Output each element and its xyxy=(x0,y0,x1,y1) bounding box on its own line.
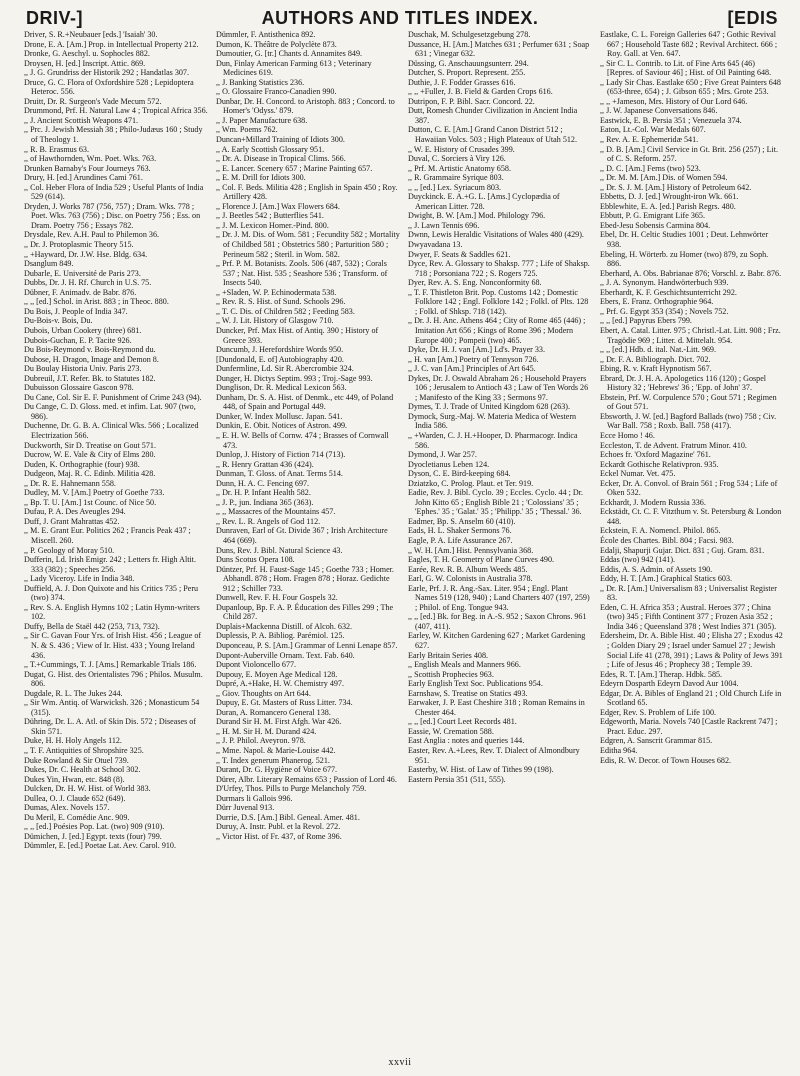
index-entry: Ebel, Dr. H. Celtic Studies 1001 ; Deut. Lehnwörter 938. xyxy=(600,230,769,250)
index-entry: Dupont-Auberville Ornam. Text. Fab. 640. xyxy=(216,650,355,660)
index-entry: ,, ,, [ed.] Schol. in Arist. 883 ; in Theoc. 880. xyxy=(24,297,169,307)
index-entry: Earée, Rev. R. B. Album Weeds 485. xyxy=(408,564,528,574)
index-column-1 xyxy=(24,30,208,1058)
index-entry: Eagle, P. A. Life Assurance 267. xyxy=(408,535,513,545)
index-entry: ,, J. Banking Statistics 236. xyxy=(216,77,305,87)
index-entry: Eads, H. L. Shaker Sermons 76. xyxy=(408,526,512,536)
index-entry: Ebrard, Dr. J. H. A. Apologetics 116 (120) ; Gospel History 32 ; 'Hebrews' 36 ; 'Epp. of John' 37. xyxy=(600,373,767,393)
index-entry: Dufferin, Ld. Irish Emigr. 242 ; Letters fr. High Altit. 333 (382) ; Speeches 256. xyxy=(24,555,197,574)
index-entry: ,, J. P. Philol. Aveyron. 978. xyxy=(216,736,306,746)
index-entry: Eastern Persia 351 (511, 555). xyxy=(408,774,506,784)
index-column-4 xyxy=(600,30,784,1058)
index-entry: Dunker, W. Index Mollusc. Japan. 541. xyxy=(216,411,343,421)
index-entry: Dun, Finlay American Farming 613 ; Veterinary Medicines 619. xyxy=(216,58,372,78)
index-entry: Eastlake, C. L. Foreign Galleries 647 ; Gothic Revival 667 ; Household Taste 682 ; Revival Architect. 666 ; Roy. Gall. at Ven. 647. xyxy=(600,30,778,59)
index-entry: Earle, Prf. J. R. Ang.-Sax. Liter. 954 ; Engl. Plant Names 519 (128, 940) ; Land Charters 407 (197, 259) ; Philol. of Eng. Tongue 943. xyxy=(408,583,590,612)
index-entry: Dürr Juvenal 913. xyxy=(216,803,275,813)
index-entry: ,, Dr. F. A. Bibliograph. Dict. 702. xyxy=(600,354,711,364)
index-entry: ,, Col. Heber Flora of India 529 ; Useful Plants of India 529 (614). xyxy=(24,182,204,202)
index-entry: Eddas (two) 942 (141). xyxy=(600,555,676,565)
index-entry: ,, M. E. Grant Eur. Politics 262 ; Francis Peak 437 ; Miscell. 260. xyxy=(24,526,191,545)
index-entry: Early English Text Soc. Publications 954. xyxy=(408,679,543,689)
index-entry: Ebed-Jesu Sobensis Carmina 804. xyxy=(600,220,711,230)
index-entry: Ebeling, H. Wörterb. zu Homer (two) 879, zu Soph. 886. xyxy=(600,249,769,269)
index-entry: Dunraven, Earl of Gt. Divide 367 ; Irish Architecture 464 (669). xyxy=(216,526,388,545)
index-entry: ,, Dr. J. Protoplasmic Theory 515. xyxy=(24,240,134,250)
index-entry: ,, Rev. R. S. Hist. of Sund. Schools 296. xyxy=(216,297,346,307)
index-entry: Dugdale, R. L. The Jukes 244. xyxy=(24,688,123,698)
index-entry: ,, D. C. [Am.] Ferns (two) 523. xyxy=(600,163,701,173)
index-entry: ,, E. Lancer. Scenery 657 ; Marine Painting 657. xyxy=(216,163,373,173)
index-entry: ,, Dr. J. H. Anc. Athens 464 ; City of Rome 465 (446) ; Imitation Art 656 ; Kings of Rome 396 ; Modern Europe 400 ; Pompeii (two) 465. xyxy=(408,316,586,345)
index-entry: Durand Sir H. M. First Afgh. War 426. xyxy=(216,717,342,727)
index-entry: Dümmler, F. Antisthenica 892. xyxy=(216,30,316,39)
index-entry: Durrie, D.S. [Am.] Bibl. Geneal. Amer. 481. xyxy=(216,812,360,822)
index-entry: ,, ,, +Fuller, J. B. Field & Garden Crops 616. xyxy=(408,87,553,97)
index-entry: Edalji, Shapurji Gujar. Dict. 831 ; Guj. Gram. 831. xyxy=(600,545,765,555)
index-entry: Dubois, Urban Cookery (three) 681. xyxy=(24,325,142,335)
index-entry: ,, W. H. [Am.] Hist. Pennsylvania 368. xyxy=(408,545,534,555)
index-entry: Dymond, J. War 257. xyxy=(408,450,477,460)
index-entry: [Dundonald, E. of] Autobiography 420. xyxy=(216,354,344,364)
index-entry: ,, P. Geology of Moray 510. xyxy=(24,545,115,555)
index-entry: Ebing, R. v. Kraft Hypnotism 567. xyxy=(600,364,712,374)
index-entry: Duran, A. Romancero General 138. xyxy=(216,707,331,717)
index-entry: Eckstädt, Ct. C. F. Vitzthum v. St. Petersburg & London 448. xyxy=(600,507,782,526)
index-entry: Duns Scotus Opera 108. xyxy=(216,555,295,565)
index-entry: ,, +Sladen, W. P. Echinodermata 538. xyxy=(216,287,337,297)
index-entry: Dupanloup, Bp. F. A. P. Éducation des Filles 299 ; The Child 287. xyxy=(216,602,394,622)
index-entry: Duncan+Millard Training of Idiots 300. xyxy=(216,135,345,145)
index-entry: Dutton, C. E. [Am.] Grand Canon District 512 ; Hawaiian Volcs. 503 ; High Plateaux of Utah 512. xyxy=(408,125,578,145)
index-entry: ,, J. P., jun. Indiana 365 (363). xyxy=(216,497,314,507)
index-entry: Dümmler, E. [ed.] Poetae Lat. Aev. Carol. 910. xyxy=(24,841,176,851)
index-entry: Dunglison, Dr. R. Medical Lexicon 563. xyxy=(216,383,347,393)
index-entry: ,, of Hawthornden, Wm. Poet. Wks. 763. xyxy=(24,154,157,164)
index-entry: Edis, R. W. Decor. of Town Houses 682. xyxy=(600,755,732,765)
index-entry: Ducrow, W. E. Vale & City of Elms 280. xyxy=(24,450,156,460)
index-entry: Duncumb, J. Herefordshire Words 950. xyxy=(216,345,344,355)
index-entry: Edgar, Dr. A. Bibles of England 21 ; Old Church Life in Scotland 65. xyxy=(600,688,782,708)
index-entry: ,, Prf. M. Artistic Anatomy 658. xyxy=(408,163,511,173)
index-entry: Eckardt Gothische Relativpron. 935. xyxy=(600,459,719,469)
index-entry: Dumon, K. Théâtre de Polyclète 873. xyxy=(216,39,337,49)
index-entry: Duyckinck. E. A.+G. L. [Ams.] Cyclopædia of American Litter. 728. xyxy=(408,192,560,211)
index-entry: Drone, E. A. [Am.] Prop. in Intellectual Property 212. xyxy=(24,39,199,49)
index-entry: Du-Bois-v. Bois, Du. xyxy=(24,316,93,326)
index-entry: Ebblewhite, E. A. [ed.] Parish Regrs. 480. xyxy=(600,201,736,211)
index-entry: Dwnn, Lewis Heraldic Visitations of Wales 480 (429). xyxy=(408,230,584,240)
index-entry: Du Cane, Col. Sir E. F. Punishment of Crime 243 (94). xyxy=(24,392,202,402)
index-entry: ,, Rev. S. A. English Hymns 102 ; Latin Hymn-writers 102. xyxy=(24,602,200,622)
index-entry: Dutripon, F. P. Bibl. Sacr. Concord. 22. xyxy=(408,96,535,106)
index-entry: ,, D. B. [Am.] Civil Service in Gt. Brit. 256 (257) ; Lit. of C. S. Reform. 257. xyxy=(600,144,779,164)
index-entry: Earley, W. Kitchen Gardening 627 ; Market Gardening 627. xyxy=(408,631,586,650)
index-entry: Dümichen, J. [ed.] Egypt. texts (four) 799. xyxy=(24,831,162,841)
index-entry: Dupouy, E. Moyen Age Medical 128. xyxy=(216,669,338,679)
index-entry: Eccleston, T. de Advent. Fratrum Minor. 410. xyxy=(600,440,747,450)
index-entry: Dunlop, J. History of Fiction 714 (713). xyxy=(216,450,346,460)
index-entry: ,, Sir C. L. Contrib. to Lit. of Fine Arts 645 (46) [Repres. of Saviour 46] ; Hist. of Oil Painting 648. xyxy=(600,58,772,78)
index-entry: Düntzer, Prf. H. Faust-Sage 145 ; Goethe 733 ; Homer. Abhandl. 878 ; Hom. Fragen 878 ; Horaz. Gedichte 912 ; Schiller 733. xyxy=(216,564,394,593)
index-entry: Dumoutier, G. [tr.] Chants d. Annamites 849. xyxy=(216,49,363,59)
index-entry: Ecker, Dr. A. Convol. of Brain 561 ; Frog 534 ; Life of Oken 532. xyxy=(600,478,778,498)
index-entry: Ebert, A. Catal. Litter. 975 ; Christl.-Lat. Litt. 908 ; Frz. Tragödie 969 ; Litter. d. Mittelalt. 954. xyxy=(600,325,781,345)
index-entry: Dymock, Surg.-Maj. W. Materia Medica of Western India 586. xyxy=(408,411,577,431)
index-entry: ,, H. M. Sir H. M. Durand 424. xyxy=(216,726,317,736)
index-entry: Eddy, H. T. [Am.] Graphical Statics 603. xyxy=(600,574,733,584)
index-entry: Dyson, C. E. Bird-keeping 684. xyxy=(408,469,511,479)
index-entry: ,, Dr. J. M. Dis. of Wom. 581 ; Fecundity 582 ; Mortality of Childbed 581 ; Obstetrics 580 ; Parturition 580 ; Perineum 582 ; Steril. in Wom. 582. xyxy=(216,230,400,259)
index-entry: Dunger, H. Dictys Septim. 993 ; Troj.-Sage 993. xyxy=(216,373,373,383)
index-entry: Dubreuil, J.T. Refer. Bk. to Statutes 182. xyxy=(24,373,156,383)
index-entry: Dyer, Rev. A. S. Eng. Nonconformity 68. xyxy=(408,278,542,288)
index-entry: ,, E. H. W. Bells of Cornw. 474 ; Brasses of Cornwall 473. xyxy=(216,430,389,450)
index-entry: ,, ,, [ed.] Court Leet Records 481. xyxy=(408,717,517,727)
index-entry: ,, Wm. Poems 762. xyxy=(216,125,278,135)
index-entry: Eden, C. H. Africa 353 ; Austral. Heroes 377 ; China (two) 345 ; Fifth Continent 377 ; Frozen Asia 352 ; India 346 ; Queensland 378 ; West Indies 371 (305). xyxy=(600,602,777,631)
index-entry: ,, W. J. Lit. History of Glasgow 710. xyxy=(216,316,334,326)
index-entry: Dyocletianus Leben 124. xyxy=(408,459,490,469)
index-entry: Drysdale, Rev. A.H. Paul to Philemon 36. xyxy=(24,230,160,240)
index-entry: Du Bois, J. People of India 347. xyxy=(24,306,128,316)
index-entry: ,, ,, [ed.] Bk. for Beg. in A.-S. 952 ; Saxon Chrons. 961 (407, 411). xyxy=(408,612,587,631)
page-number: xxvii xyxy=(388,1057,412,1068)
index-entry: ,, ,, [ed.] Poésies Pop. Lat. (two) 909 (910). xyxy=(24,822,165,832)
index-entry: Eastwick, E. B. Persia 351 ; Venezuela 374. xyxy=(600,115,742,125)
index-entry: ,, J. Ancient Scottish Weapons 471. xyxy=(24,115,139,125)
index-entry: Eckel Numar. Vet. 475. xyxy=(600,469,676,479)
index-entry: Dudgeon, Maj. R. C. Edinb. Militia 428. xyxy=(24,469,156,479)
index-columns xyxy=(24,30,784,1058)
index-entry: Ebbetts, D. J. [ed.] Wrought-iron Wk. 661. xyxy=(600,192,739,202)
index-entry: ,, W. E. History of Crusades 399. xyxy=(408,144,515,154)
index-entry: Duchenne, Dr. G. B. A. Clinical Wks. 566 ; Localized Electrization 566. xyxy=(24,421,199,440)
index-entry: Dutt, Romesh Chunder Civilization in Ancient India 387. xyxy=(408,106,578,125)
index-entry: Ebers, E. Franz. Orthographie 964. xyxy=(600,297,714,307)
index-entry: ,, Giov. Thoughts on Art 644. xyxy=(216,688,311,698)
index-entry: ,, R. Henry Grattan 436 (424). xyxy=(216,459,314,469)
index-entry: ,, English Meals and Manners 966. xyxy=(408,660,521,670)
index-entry: Drunken Barnaby's Four Journeys 763. xyxy=(24,163,151,173)
index-entry: ,, ,, [ed.] Hdb. d. ital. Nat.-Litt. 969. xyxy=(600,345,716,355)
index-entry: ,, Bp. T. U. [Am.] 1st Counc. of Nice 50. xyxy=(24,497,157,507)
index-entry: Dubarle, E. Université de Paris 273. xyxy=(24,268,141,278)
index-entry: Duponceau, P. S. [Am.] Grammar of Lenni Lenape 857. xyxy=(216,641,398,650)
index-entry: Duffy, Bella de Staël 442 (253, 713, 732). xyxy=(24,621,160,631)
index-entry: Dukes, Dr. C. Health at School 302. xyxy=(24,765,141,775)
index-entry: Edersheim, Dr. A. Bible Hist. 40 ; Elisha 27 ; Exodus 42 ; Golden Diary 29 ; Israel under Samuel 27 ; Jewish Social Life 41 (278, 391) ; Laws & Polity of Jews 391 ; Life of Jesus 46 ; Prophecy 38 ; Temple 39. xyxy=(600,631,783,670)
index-entry: Dulcken, Dr. H. W. Hist. of World 383. xyxy=(24,784,151,794)
index-entry: Düssing, G. Anschauungsunterr. 294. xyxy=(408,58,529,68)
index-entry: Eckstein, F. A. Nomencl. Philol. 865. xyxy=(600,526,721,536)
index-entry: ,, Sir C. Gavan Four Yrs. of Irish Hist. 456 ; League of N. & S. 436 ; View of Ir. Hist. 433 ; Young Ireland 436. xyxy=(24,631,202,660)
index-entry: Dunn, H. A. C. Fencing 697. xyxy=(216,478,310,488)
index-entry: ,, J. Beetles 542 ; Butterflies 541. xyxy=(216,211,324,221)
index-entry: Dutcher, S. Proport. Represent. 255. xyxy=(408,68,526,78)
index-entry: Duschak, M. Schulgesetzgebung 278. xyxy=(408,30,531,39)
index-entry: ,, Prf. G. Egypt 353 (354) ; Novels 752. xyxy=(600,306,729,316)
index-entry: ,, Lady Sir Chas. Eastlake 650 ; Five Great Painters 648 (653-three, 654) ; J. Gibson 655 ; Mrs. Grote 253. xyxy=(600,77,781,97)
index-entry: Eberhard, A. Obs. Babrianae 876; Vorschl. z. Babr. 876. xyxy=(600,268,782,278)
index-entry: ,, H. van [Am.] Poetry of Tennyson 726. xyxy=(408,354,539,364)
index-entry: Dronke, G. Aeschyl. u. Sophocles 882. xyxy=(24,49,150,59)
index-entry: Dubose, H. Dragon, Image and Demon 8. xyxy=(24,354,159,364)
index-entry: ,, T. C. Dis. of Children 582 ; Feeding 583. xyxy=(216,306,355,316)
index-entry: D'Urfey, Thos. Pills to Purge Melancholy 759. xyxy=(216,784,367,794)
index-entry: Dullea, O. J. Claude 652 (649). xyxy=(24,793,126,803)
header-range-end: [EDIS xyxy=(727,8,778,28)
index-entry: Duns, Rev. J. Bibl. Natural Science 43. xyxy=(216,545,343,555)
index-entry: Dymes, T. J. Trade of United Kingdom 628 (263). xyxy=(408,402,571,412)
index-entry: Dubuisson Glossaire Gascon 978. xyxy=(24,383,134,393)
index-entry: École des Chartes. Bibl. 804 ; Facsi. 983. xyxy=(600,535,734,545)
index-entry: Eckhardt, J. Modern Russia 336. xyxy=(600,497,706,507)
index-entry: Dsanglum 849. xyxy=(24,259,74,269)
index-entry: ,, +Warden, C. J. H.+Hooper, D. Pharmacogr. Indica 586. xyxy=(408,430,578,450)
index-entry: Drury, H. [ed.] Arundines Cami 761. xyxy=(24,173,143,183)
index-entry: Easterby, W. Hist. of Law of Tithes 99 (198). xyxy=(408,765,554,775)
index-entry: Dryden, J. Works 787 (756, 757) ; Dram. Wks. 778 ; Poet. Wks. 763 (756) ; Disc. on Poetry 756 ; Ess. on Dram. Poetry 756 ; Essays 782. xyxy=(24,201,201,230)
index-entry: ,, A. Early Scottish Glossary 951. xyxy=(216,144,325,154)
index-entry: Dübner, F. Animadv. de Babr. 876. xyxy=(24,287,137,297)
index-entry: ,, ,, [ed.] Papyrus Ebers 799. xyxy=(600,316,692,326)
index-entry: Dussance, H. [Am.] Matches 631 ; Perfumer 631 ; Soap 631 ; Vinegar 632. xyxy=(408,39,590,59)
index-entry: ,, J. W. Japanese Conversations 846. xyxy=(600,106,718,116)
index-entry: ,, Dr. S. J. M. [Am.] History of Petroleum 642. xyxy=(600,182,752,192)
index-entry: Easter, Rev. A.+Lees, Rev. T. Dialect of Almondbury 951. xyxy=(408,746,580,765)
header-title: AUTHORS AND TITLES INDEX. xyxy=(261,8,539,28)
index-entry: ,, Dr. H. P. Infant Health 582. xyxy=(216,488,311,498)
header-range-start: DRIV-] xyxy=(26,8,83,28)
index-entry: Dufau, P. A. Des Aveugles 294. xyxy=(24,507,126,517)
index-entry: Dupuy, E. Gt. Masters of Russ Litter. 734. xyxy=(216,698,353,708)
index-entry: Du Boulay Historia Univ. Paris 273. xyxy=(24,364,142,374)
index-entry: Eddis, A. S. Admin. of Assets 190. xyxy=(600,564,713,574)
index-entry: Duthie, J. F. Fodder Grasses 616. xyxy=(408,77,516,87)
index-entry: ,, Prf. P. M. Botanists. Zools. 506 (487, 532) ; Corals 537 ; Nat. Hist. 535 ; Seashore 536 ; Transform. of Insects 540. xyxy=(216,259,388,288)
index-entry: ,, Prc. J. Jewish Messiah 38 ; Philo-Judæus 160 ; Study of Theology 1. xyxy=(24,125,203,145)
index-entry: ,, ,, +Jameson, Mrs. History of Our Lord 646. xyxy=(600,96,748,106)
index-entry: Dunfermline, Ld. Sir R. Abercrombie 324. xyxy=(216,364,354,374)
index-entry: Duncker, Prf. Max Hist. of Antiq. 390 ; History of Greece 393. xyxy=(216,325,379,345)
index-entry: ,, J. G. Grundriss der Historik 292 ; Handatlas 307. xyxy=(24,68,190,78)
index-entry: Eassie, W. Cremation 588. xyxy=(408,726,494,736)
index-entry: Edgren, A. Sanscrit Grammar 815. xyxy=(600,736,713,746)
index-entry: Dziatzko, C. Prolog. Plaut. et Ter. 919. xyxy=(408,478,534,488)
index-entry: ,, Victor Hist. of Fr. 437, of Rome 396. xyxy=(216,831,342,841)
index-entry: ,, +Hayward, Dr. J.W. Hse. Bldg. 634. xyxy=(24,249,148,259)
index-entry: Dukes Yin, Hwan, etc. 848 (8). xyxy=(24,774,125,784)
index-entry: Dudley, M. V. [Am.] Poetry of Goethe 733. xyxy=(24,488,165,498)
index-entry: Dunman, T. Gloss. of Anat. Terms 514. xyxy=(216,469,343,479)
index-entry: Drummond, Prf. H. Natural Law 4 ; Tropical Africa 356. xyxy=(24,106,208,116)
index-entry: Edger, Rev. S. Problem of Life 100. xyxy=(600,707,717,717)
index-entry: ,, Dr. A. Disease in Tropical Clims. 566. xyxy=(216,154,346,164)
index-entry: Ecce Homo ! 46. xyxy=(600,430,655,440)
index-entry: ,, Sir Wm. Antiq. of Warwicksh. 326 ; Monasticum 54 (315). xyxy=(24,698,200,717)
index-entry: Durmars li Gallois 996. xyxy=(216,793,293,803)
index-entry: Eadmer, Bp. S. Anselm 60 (410). xyxy=(408,516,516,526)
index-entry: Ebbutt, P. G. Emigrant Life 365. xyxy=(600,211,705,221)
index-entry: Early Britain Series 408. xyxy=(408,650,489,660)
index-entry: ,, T. Index generum Phanerog. 521. xyxy=(216,755,330,765)
index-entry: ,, Dr. R. E. Hahnemann 558. xyxy=(24,478,116,488)
index-entry: Dwyer, F. Seats & Saddles 621. xyxy=(408,249,511,259)
index-entry: ,, J. M. Lexicon Homer.-Pind. 800. xyxy=(216,220,329,230)
index-entry: Edeyrn Dosparth Edeyrn Davod Aur 1004. xyxy=(600,679,739,689)
index-entry: Driver, S. R.+Neubauer [eds.] 'Isaiah' 30. xyxy=(24,30,158,39)
index-entry: Dumas, Alex. Novels 157. xyxy=(24,803,110,813)
index-entry: Edgeworth, Maria. Novels 740 [Castle Rackrent 747] ; Pract. Educ. 297. xyxy=(600,717,778,736)
index-entry: Ebsworth, J. W. [ed.] Bagford Ballads (two) 758 ; Civ. War Ball. 758 ; Roxb. Ball. 758 (417). xyxy=(600,411,777,431)
index-entry: ,, R. Grammaire Syrique 803. xyxy=(408,173,504,183)
index-entry: Dugat, G. Hist. des Orientalistes 796 ; Philos. Musulm. 806. xyxy=(24,669,203,689)
index-entry: ,, J. Paper Manufacture 638. xyxy=(216,115,308,125)
index-entry: ,, ,, Massacres of the Mountains 457. xyxy=(216,507,336,517)
index-entry: Duffield, A. J. Don Quixote and his Critics 735 ; Peru (two) 374. xyxy=(24,583,199,603)
index-entry: Edes, R. T. [Am.] Therap. Hdbk. 585. xyxy=(600,669,723,679)
index-entry: Du Meril, E. Comédie Anc. 909. xyxy=(24,812,130,822)
index-entry: ,, Mme. Napol. & Marie-Louise 442. xyxy=(216,746,336,756)
index-entry: ,, J. Lawn Tennis 696. xyxy=(408,220,480,230)
index-entry: Druce, G. C. Flora of Oxfordshire 528 ; Lepidoptera Heteroc. 556. xyxy=(24,77,194,97)
index-entry: Dwyavadana 13. xyxy=(408,240,463,250)
index-entry: ,, J. C. van [Am.] Principles of Art 645. xyxy=(408,364,536,374)
index-entry: ,, Florence J. [Am.] Wax Flowers 684. xyxy=(216,201,340,211)
index-entry: Earl, G. W. Colonists in Australia 378. xyxy=(408,574,533,584)
index-entry: Echoes fr. 'Oxford Magazine' 761. xyxy=(600,450,711,460)
index-entry: Duplessis, P. A. Bibliog. Parémiol. 125. xyxy=(216,631,345,641)
index-entry: ,, O. Glossaire Franco-Canadien 990. xyxy=(216,87,337,97)
index-entry: Dykes, Dr. J. Oswald Abraham 26 ; Household Prayers 106 ; Jerusalem to Antioch 43 ; Law of Ten Words 26 ; Manifesto of the King 33 ; Sermons 97. xyxy=(408,373,589,402)
index-entry: Du Cange, C. D. Gloss. med. et infim. Lat. 907 (two, 986). xyxy=(24,402,196,421)
index-entry: ,, ,, [ed.] Lex. Syriacum 803. xyxy=(408,182,502,192)
index-entry: Duke, H. H. Holy Angels 112. xyxy=(24,736,122,746)
index-entry: Druitt, Dr. R. Surgeon's Vade Mecum 572. xyxy=(24,96,162,106)
index-entry: ,, Rev. A. E. Ephemeridæ 541. xyxy=(600,135,699,145)
index-entry: Duruy, A. Instr. Publ. et la Revol. 272. xyxy=(216,822,341,832)
index-entry: Dunbar, Dr. H. Concord. to Aristoph. 883 ; Concord. to Homer's 'Odyss.' 879. xyxy=(216,96,395,116)
index-entry: ,, Col. F. Beds. Militia 428 ; English in Spain 450 ; Roy. Artillery 428. xyxy=(216,182,398,202)
index-entry: Dunkin, E. Obit. Notices of Astron. 499. xyxy=(216,421,348,431)
index-entry: East Anglia : notes and queries 144. xyxy=(408,736,525,746)
index-entry: Duff, J. Grant Mahrattas 452. xyxy=(24,516,120,526)
index-entry: Duden, K. Orthographie (four) 938. xyxy=(24,459,140,469)
index-entry: Dunwell, Rev. F. H. Four Gospels 32. xyxy=(216,593,338,603)
index-entry: Dühring, Dr. L. A. Atl. of Skin Dis. 572 ; Diseases of Skin 571. xyxy=(24,717,196,736)
index-entry: Dupont Violoncello 677. xyxy=(216,660,297,670)
index-entry: ,, T. F. Thistleton Brit. Pop. Customs 142 ; Domestic Folklore 142 ; Engl. Folklore 142 ; Folkl. of Plts. 128 ; Folkl. of Shksp. 718 (142). xyxy=(408,287,589,316)
index-entry: Eberhardt, K. F. Geschichtsunterricht 292. xyxy=(600,287,737,297)
index-entry: Dubois-Guchan, E. P. Tacite 926. xyxy=(24,335,132,345)
index-entry: Dürer, Albr. Literary Remains 653 ; Passion of Lord 46. xyxy=(216,774,397,784)
index-entry: Duval, C. Sorciers à Viry 126. xyxy=(408,154,506,164)
index-entry: Eadie, Rev. J. Bibl. Cyclo. 39 ; Eccles. Cyclo. 44 ; Dr. John Kitto 65 ; English Bible 21 ; 'Colossians' 35 ; 'Ephes.' 35 ; 'Galat.' 35 ; 'Philipp.' 35 ; 'Thessal.' 36. xyxy=(408,488,584,517)
index-entry: Durant, Dr. G. Hygiène of Voice 677. xyxy=(216,765,338,775)
index-entry: ,, T.+Cummings, T. J. [Ams.] Remarkable Trials 186. xyxy=(24,660,197,670)
index-entry: ,, Dr. M. M. [Am.] Dis. of Women 594. xyxy=(600,173,728,183)
index-entry: Duplais+Mackenna Distill. of Alcoh. 632. xyxy=(216,621,353,631)
index-entry: Dyke, Dr. H. J. van [Am.] Ld's. Prayer 33. xyxy=(408,345,546,355)
index-entry: Dwight, B. W. [Am.] Mod. Philology 796. xyxy=(408,211,546,221)
index-entry: ,, Scottish Prophecies 963. xyxy=(408,669,494,679)
index-entry: Dyce, Rev. A. Glossary to Shaksp. 777 ; Life of Shaksp. 718 ; Porsoniana 722 ; S. Rogers 725. xyxy=(408,259,590,278)
index-entry: Dunham, Dr. S. A. Hist. of Denmk., etc 449, of Poland 448, of Spain and Portugal 449. xyxy=(216,392,394,412)
index-entry: Eagles, T. H. Geometry of Plane Curves 490. xyxy=(408,555,555,565)
index-entry: Duckworth, Sir D. Treatise on Gout 571. xyxy=(24,440,156,450)
index-entry: Dubbs, Dr. J. H. Rf. Church in U.S. 75. xyxy=(24,278,152,288)
index-entry: ,, J. A. Synonym. Handwörterbuch 939. xyxy=(600,278,729,288)
index-entry: ,, Lady Viceroy. Life in India 348. xyxy=(24,574,135,584)
index-entry: Dupré, A.+Hake, H. W. Chemistry 497. xyxy=(216,679,344,689)
index-entry: Earnshaw, S. Treatise on Statics 493. xyxy=(408,688,528,698)
index-entry: Ebstein, Prf. W. Corpulence 570 ; Gout 571 ; Regimen of Gout 571. xyxy=(600,392,777,412)
index-entry: ,, Dr. R. [Am.] Universalism 83 ; Universalist Register 83. xyxy=(600,583,777,603)
index-entry: ,, Rev. L. R. Angels of God 112. xyxy=(216,516,321,526)
index-entry: Duke Rowland & Sir Otuel 739. xyxy=(24,755,129,765)
index-entry: ,, E. M. Drill for Idiots 300. xyxy=(216,173,306,183)
index-column-2 xyxy=(216,30,400,1058)
index-entry: Earwaker, J. P. East Cheshire 318 ; Roman Remains in Chester 464. xyxy=(408,698,585,717)
index-entry: ,, R. B. Erasmus 63. xyxy=(24,144,89,154)
index-entry: Droysen, H. [ed.] Inscript. Attic. 869. xyxy=(24,58,146,68)
index-entry: Editha 964. xyxy=(600,746,638,756)
index-entry: Eaton, Lt.-Col. War Medals 607. xyxy=(600,125,706,135)
index-entry: Du Bois-Reymond v. Bois-Reymond du. xyxy=(24,345,156,355)
index-entry: ,, T. F. Antiquities of Shropshire 325. xyxy=(24,746,144,756)
index-column-3 xyxy=(408,30,592,1058)
